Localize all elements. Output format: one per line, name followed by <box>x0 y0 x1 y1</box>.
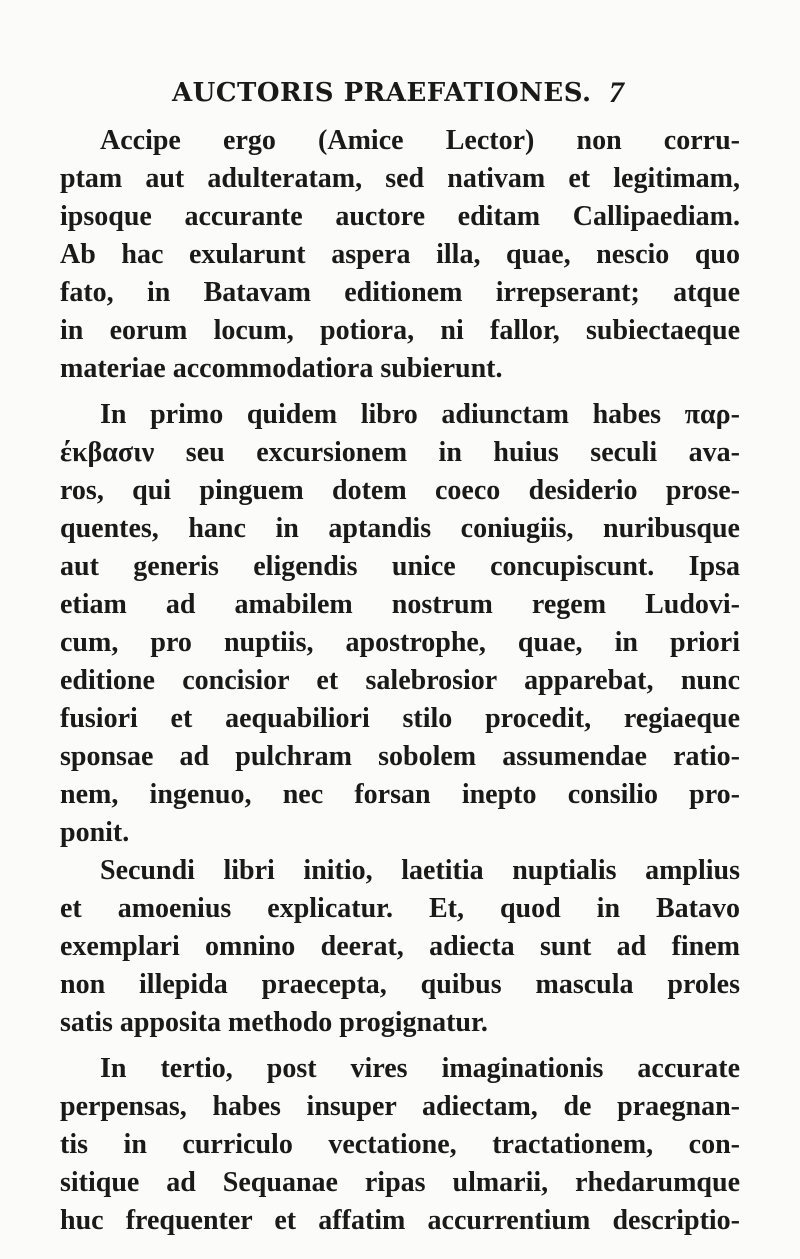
text-line: sponsae ad pulchram sobolem assumendae ratio- <box>60 741 740 772</box>
text-line: ipsoque accurante auctore editam Callipaediam. <box>60 201 740 232</box>
text-line: quentes, hanc in aptandis coniugiis, nuribusque <box>60 513 740 544</box>
text-line: non illepida praecepta, quibus mascula proles <box>60 969 740 1000</box>
text-line: in eorum locum, potiora, ni fallor, subiectaeque <box>60 315 740 346</box>
text-line: fusiori et aequabiliori stilo procedit, regiaeque <box>60 703 740 734</box>
text-line: editione concisior et salebrosior apparebat, nunc <box>60 665 740 696</box>
body-text <box>60 122 740 1240</box>
text-line: perpensas, habes insuper adiectam, de praegnan- <box>60 1091 740 1122</box>
text-line: In tertio, post vires imaginationis accurate <box>100 1053 740 1084</box>
text-line: huc frequenter et affatim accurrentium descriptio- <box>60 1205 740 1236</box>
text-line: In primo quidem libro adiunctam habes παρ- <box>100 399 740 430</box>
text-line: aut generis eligendis unice concupiscunt. Ipsa <box>60 551 740 582</box>
text-line: sitique ad Sequanae ripas ulmarii, rhedarumque <box>60 1167 740 1198</box>
text-line: materiae accommodatiora subierunt. <box>60 353 503 384</box>
paragraph-gap <box>60 388 740 396</box>
text-line: Secundi libri initio, laetitia nuptialis amplius <box>100 855 740 886</box>
text-line: tis in curriculo vectatione, tractationem, con- <box>60 1129 740 1160</box>
running-head: AUCTORIS PRAEFATIONES. <box>172 78 592 108</box>
page-number: 7 <box>609 76 624 109</box>
text-line: έκβασιν seu excursionem in huius seculi ava- <box>60 437 740 468</box>
page-header <box>172 78 624 114</box>
text-line: satis apposita methodo progignatur. <box>60 1007 488 1038</box>
text-line: fato, in Batavam editionem irrepserant; atque <box>60 277 740 308</box>
text-line: etiam ad amabilem nostrum regem Ludovi- <box>60 589 740 620</box>
text-line: nem, ingenuo, nec forsan inepto consilio pro- <box>60 779 740 810</box>
text-line: ptam aut adulteratam, sed nativam et legitimam, <box>60 163 740 194</box>
text-line: ponit. <box>60 817 130 848</box>
text-line: Ab hac exularunt aspera illa, quae, nescio quo <box>60 239 740 270</box>
text-line: Accipe ergo (Amice Lector) non corru- <box>100 125 740 156</box>
text-line: cum, pro nuptiis, apostrophe, quae, in priori <box>60 627 740 658</box>
paragraph-gap <box>60 1042 740 1050</box>
text-line: ros, qui pinguem dotem coeco desiderio prose- <box>60 475 740 506</box>
text-line: exemplari omnino deerat, adiecta sunt ad finem <box>60 931 740 962</box>
text-line: et amoenius explicatur. Et, quod in Batavo <box>60 893 740 924</box>
